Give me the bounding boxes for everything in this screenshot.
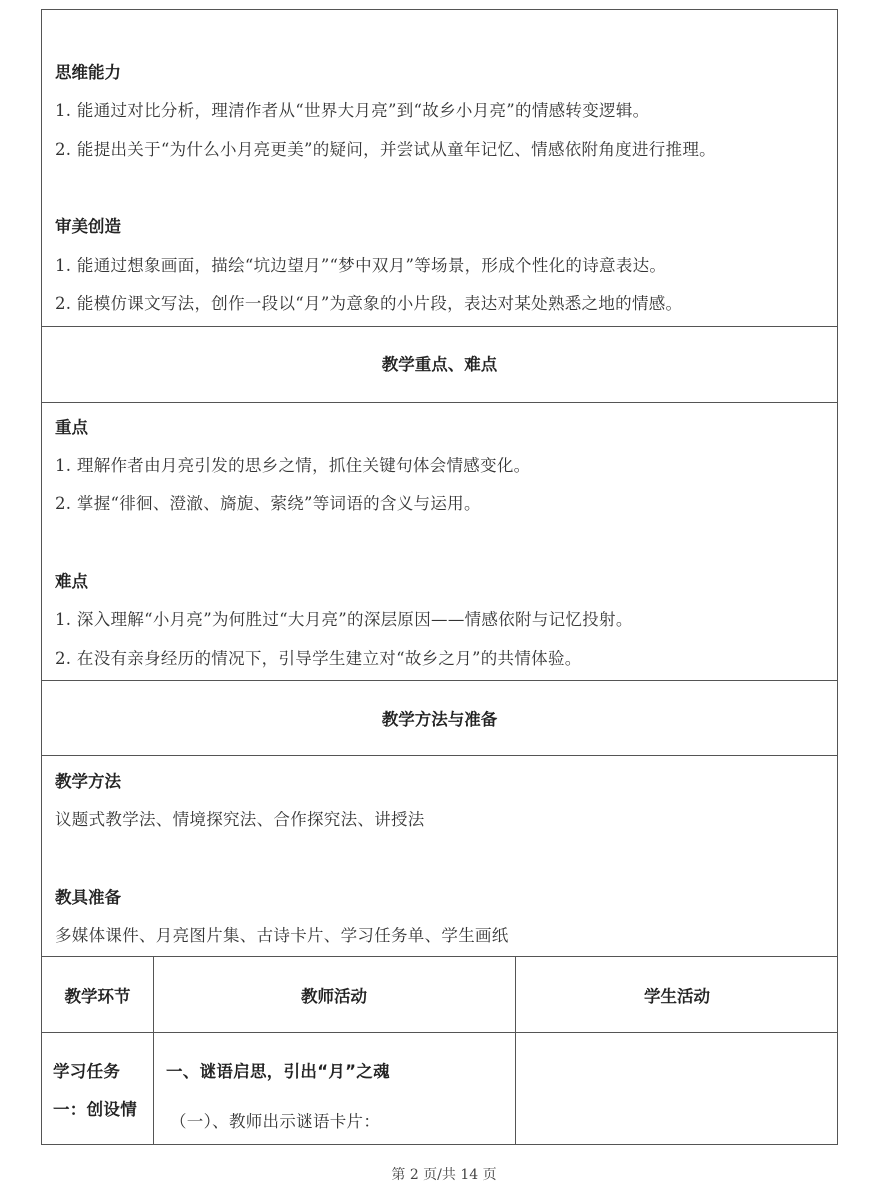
table-header-stage: 教学环节 — [64, 987, 131, 1006]
aesthetic-item-2: 2. 能模仿课文写法，创作一段以“月”为意象的小片段，表达对某处熟悉之地的情感。 — [55, 294, 683, 313]
key-item-1: 1. 理解作者由月亮引发的思乡之情，抓住关键句体会情感变化。 — [55, 456, 531, 475]
methods-title: 教学方法与准备 — [381, 710, 498, 729]
divider — [42, 1032, 837, 1033]
aesthetic-item-1: 1. 能通过想象画面，描绘“坑边望月”“梦中双月”等场景，形成个性化的诗意表达。 — [55, 256, 667, 275]
teacher-cell-line-2: （一）、教师出示谜语卡片： — [170, 1112, 381, 1131]
divider — [42, 680, 837, 681]
divider — [42, 402, 837, 403]
table-header-teacher: 教师活动 — [301, 987, 367, 1006]
aesthetic-heading: 审美创造 — [55, 217, 121, 236]
difficult-item-2: 2. 在没有亲身经历的情况下，引导学生建立对“故乡之月”的共情体验。 — [55, 649, 582, 668]
key-points-title: 教学重点、难点 — [381, 355, 498, 374]
difficult-item-1: 1. 深入理解“小月亮”为何胜过“大月亮”的深层原因——情感依附与记忆投射。 — [55, 610, 633, 629]
thinking-heading: 思维能力 — [55, 63, 121, 82]
key-item-2: 2. 掌握“徘徊、澄澈、旖旎、萦绕”等词语的含义与运用。 — [55, 494, 481, 513]
column-divider — [153, 956, 154, 1144]
thinking-item-1: 1. 能通过对比分析，理清作者从“世界大月亮”到“故乡小月亮”的情感转变逻辑。 — [55, 101, 650, 120]
page-footer: 第 2 页/共 14 页 — [391, 1167, 497, 1183]
column-divider — [515, 956, 516, 1144]
lesson-plan-table — [41, 9, 838, 1145]
table-header-student: 学生活动 — [644, 987, 710, 1006]
thinking-item-2: 2. 能提出关于“为什么小月亮更美”的疑问，并尝试从童年记忆、情感依附角度进行推理。 — [55, 140, 716, 159]
divider — [42, 956, 837, 957]
stage-cell-line-2: 一：创设情 — [53, 1100, 137, 1119]
difficult-heading: 难点 — [55, 572, 88, 591]
divider — [42, 326, 837, 327]
methods-heading: 教学方法 — [55, 772, 121, 791]
tools-heading: 教具准备 — [55, 888, 121, 907]
methods-text: 议题式教学法、情境探究法、合作探究法、讲授法 — [55, 810, 425, 829]
teacher-cell-line-1: 一、谜语启思，引出“月”之魂 — [166, 1062, 390, 1081]
stage-cell-line-1: 学习任务 — [53, 1062, 121, 1081]
tools-text: 多媒体课件、月亮图片集、古诗卡片、学习任务单、学生画纸 — [55, 926, 509, 945]
key-heading: 重点 — [55, 418, 88, 437]
divider — [42, 755, 837, 756]
